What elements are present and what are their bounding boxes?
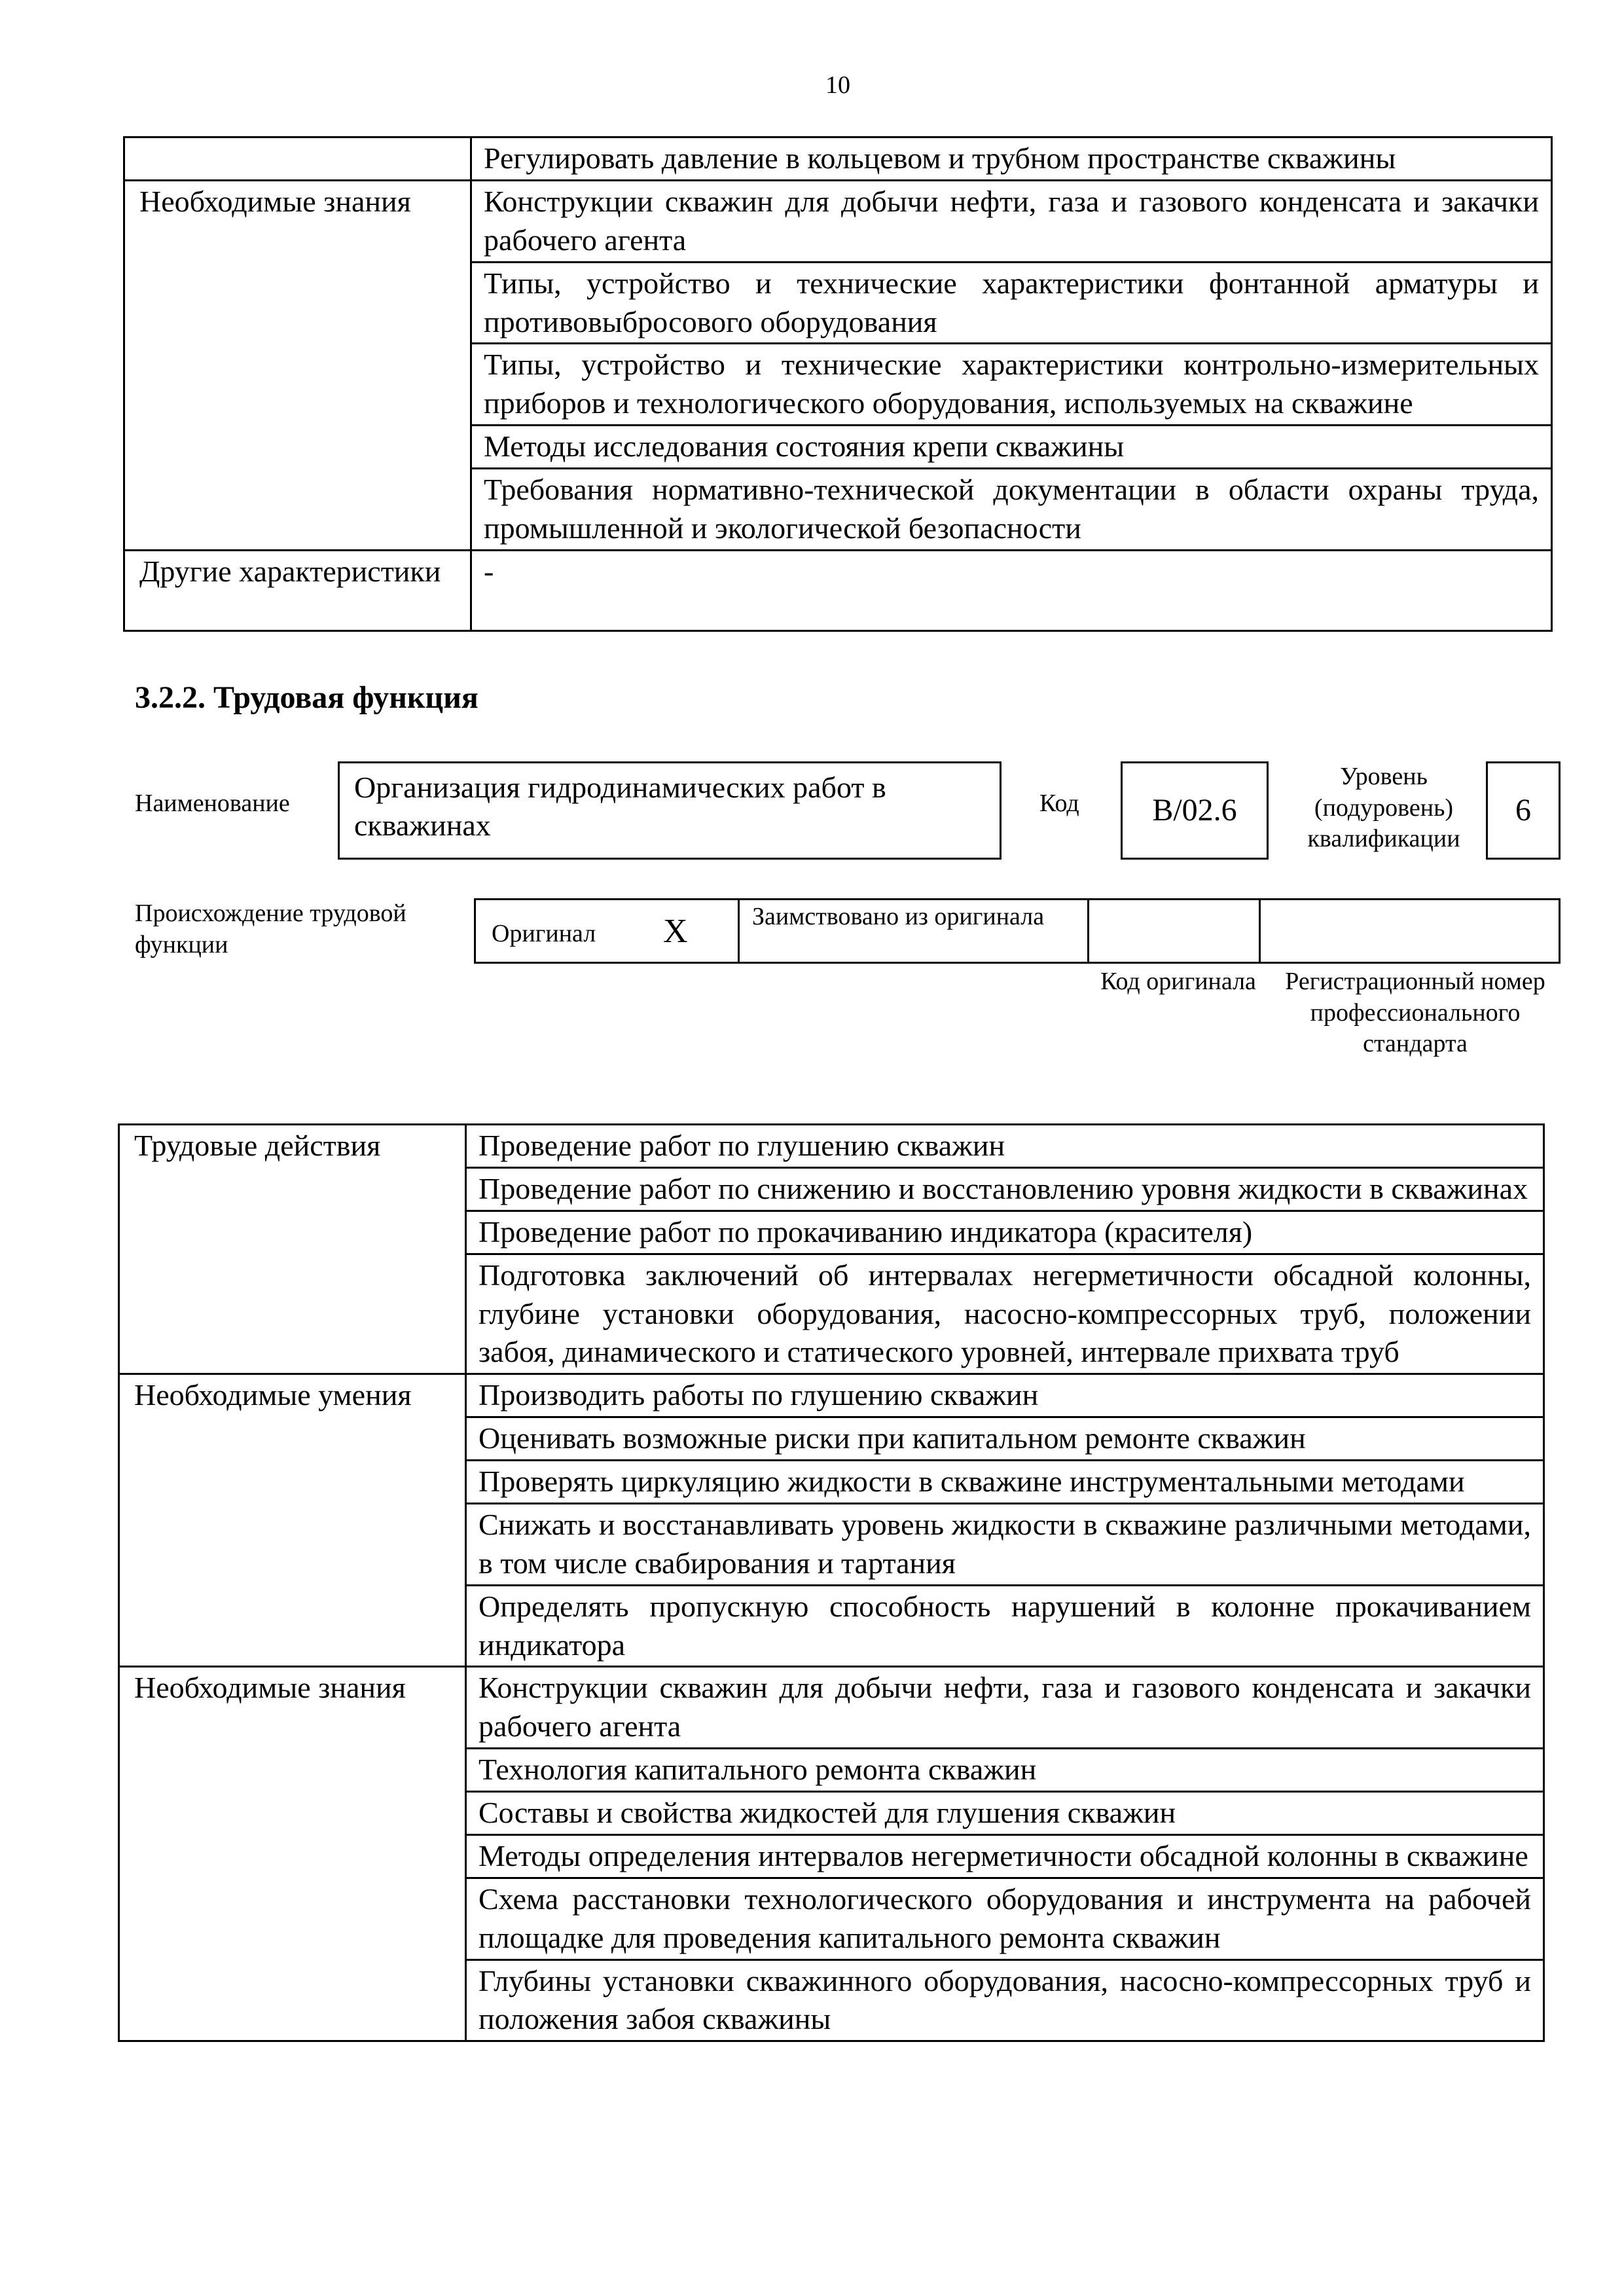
table-row [124,180,1552,262]
table-cell: - [471,550,1552,630]
code-original-caption: Код оригинала [1100,968,1256,995]
table-cell: Производить работы по глушению скважин [466,1374,1544,1417]
row-label: Необходимые знания [124,180,471,550]
row-label [124,137,471,181]
name-label: Наименование [135,790,290,817]
table-cell: Составы и свойства жидкостей для глушения скважин [466,1792,1544,1835]
table-cell: Снижать и восстанавливать уровень жидкости в скважине различными методами, в том числе свабирования и тартания [466,1503,1544,1585]
code-field: B/02.6 [1121,761,1269,860]
section-heading: 3.2.2. Трудовая функция [135,680,478,715]
borrowed-label: Заимствовано из оригинала [752,903,1045,930]
table-cell: Конструкции скважин для добычи нефти, газа и газового конденсата и закачки рабочего агента [471,180,1552,262]
row-label: Другие характеристики [124,550,471,630]
table-cell: Проведение работ по снижению и восстановлению уровня жидкости в скважинах [466,1167,1544,1211]
original-mark: X [663,913,688,950]
table-cell: Определять пропускную способность нарушений в колонне прокачиванием индикатора [466,1585,1544,1667]
row-label: Необходимые умения [119,1374,466,1667]
table-cell: Методы определения интервалов негерметичности обсадной колонны в скважине [466,1834,1544,1878]
function-name-field: Организация гидродинамических работ в скважинах [338,761,1001,860]
origin-table [474,898,1561,964]
table-cell: Технология капитального ремонта скважин [466,1749,1544,1792]
table-cell: Проведение работ по прокачиванию индикатора (красителя) [466,1211,1544,1254]
reg-number-caption: Регистрационный номер профессионального стандарта [1285,968,1545,1057]
table-row [124,137,1552,181]
table-cell: Схема расстановки технологического оборудования и инструмента на рабочей площадке для проведения капитального ремонта скважин [466,1878,1544,1959]
table-cell: Проведение работ по глушению скважин [466,1125,1544,1168]
table-row [119,1125,1544,1168]
divider [1259,900,1261,962]
table-cell: Типы, устройство и технические характеристики фонтанной арматуры и противовыбросового оборудования [471,262,1552,344]
table-cell: Проверять циркуляцию жидкости в скважине инструментальными методами [466,1461,1544,1504]
row-label: Необходимые знания [119,1667,466,2041]
table-row [119,1667,1544,1749]
page-number: 10 [825,71,850,99]
table-cell: Методы исследования состояния крепи скважины [471,426,1552,469]
table-cell: Типы, устройство и технические характеристики контрольно-измерительных приборов и технологического оборудования, используемых на скважине [471,344,1552,426]
original-label: Оригинал [492,920,596,947]
code-label: Код [1039,790,1079,817]
level-field: 6 [1486,761,1561,860]
competency-table [118,1123,1545,2042]
table-cell: Подготовка заключений об интервалах негерметичности обсадной колонны, глубине установки оборудования, насосно-компрессорных труб, положении забоя, динамического и статического уровней, интервале прихвата труб [466,1254,1544,1374]
table-cell: Оценивать возможные риски при капитальном ремонте скважин [466,1417,1544,1461]
divider [738,900,740,962]
table-cell: Требования нормативно-технической документации в области охраны труда, промышленной и экологической безопасности [471,469,1552,551]
competency-table-continued [123,136,1553,632]
row-label: Трудовые действия [119,1125,466,1374]
origin-label: Происхождение трудовой функции [135,900,406,958]
table-row [119,1374,1544,1417]
level-label: Уровень (подуровень) квалификации [1307,763,1460,852]
table-cell: Глубины установки скважинного оборудования, насосно-компрессорных труб и положения забоя скважины [466,1959,1544,2041]
table-cell: Регулировать давление в кольцевом и трубном пространстве скважины [471,137,1552,181]
table-row [124,550,1552,630]
divider [1087,900,1089,962]
table-cell: Конструкции скважин для добычи нефти, газа и газового конденсата и закачки рабочего агента [466,1667,1544,1749]
